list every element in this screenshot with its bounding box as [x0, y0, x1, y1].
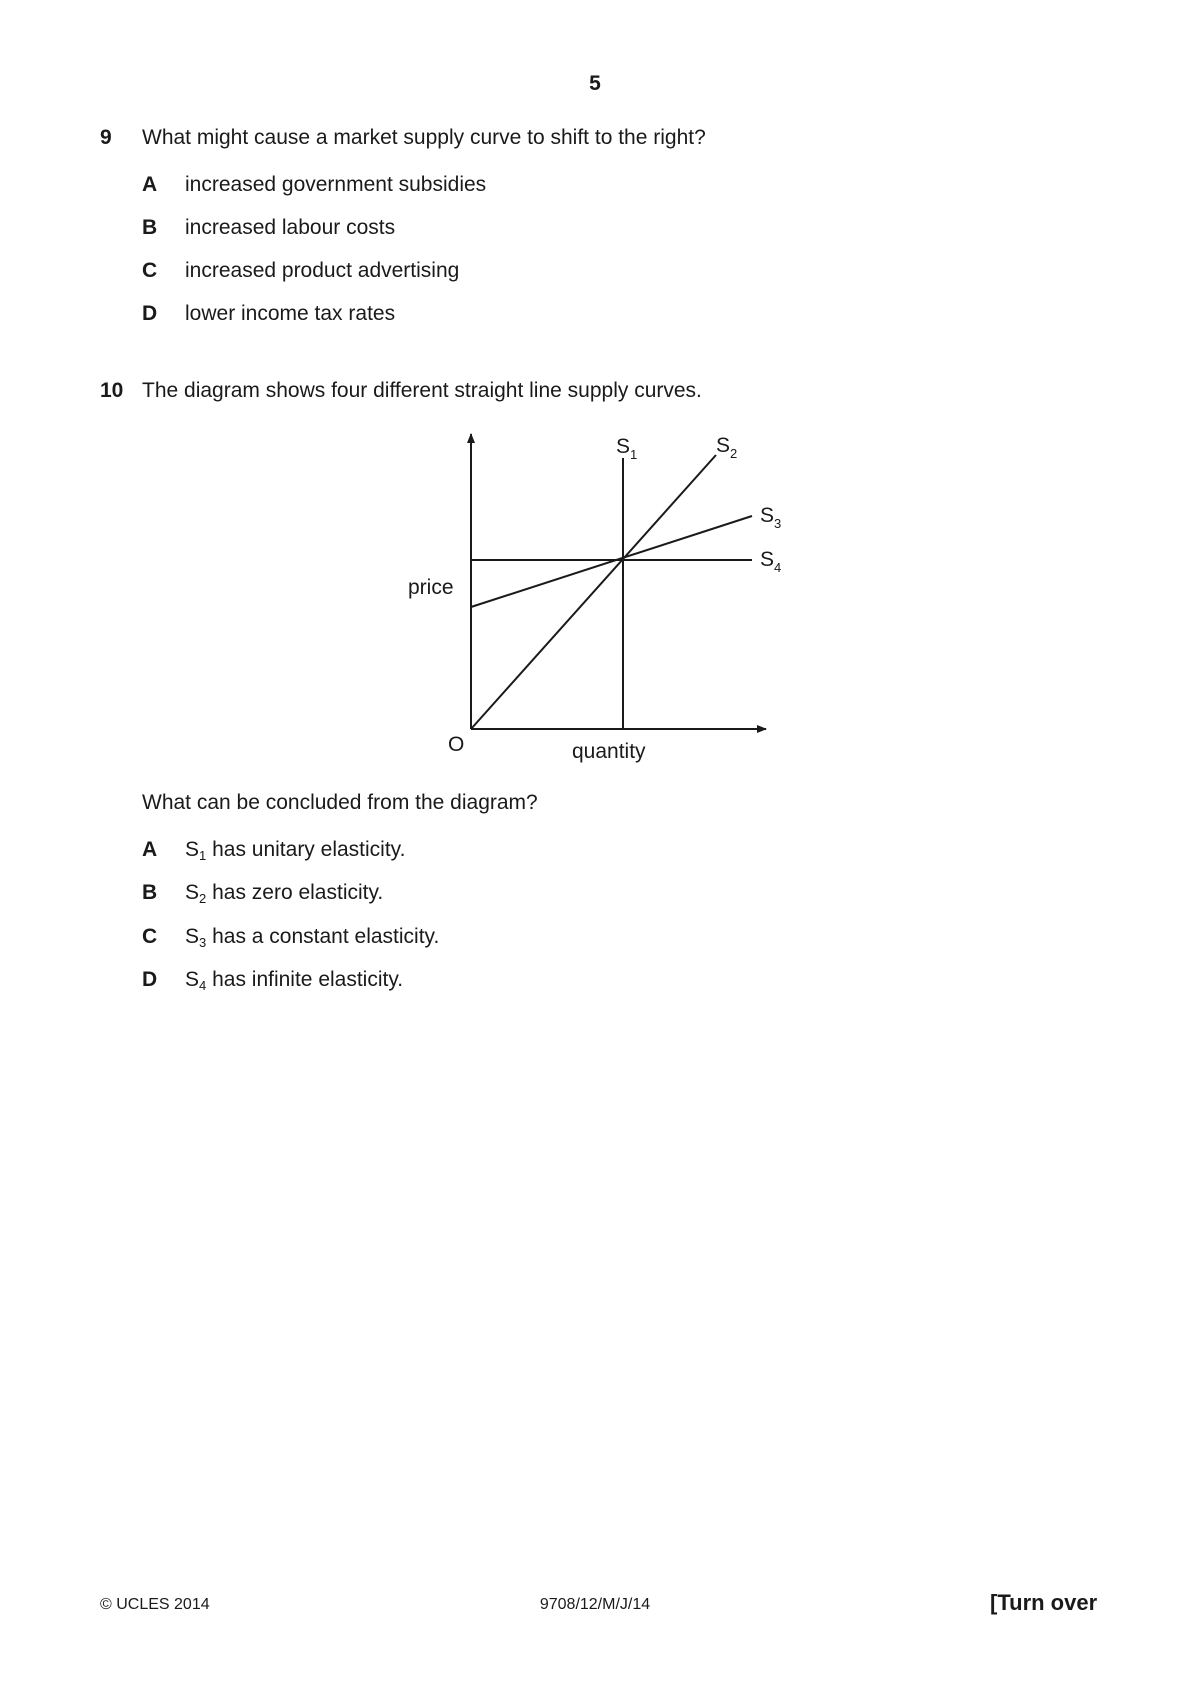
question-9-text: What might cause a market supply curve to shift to the right?	[142, 126, 706, 149]
q10-option-d-text: $S_4$ has infinite elasticity.	[185, 968, 404, 993]
s2-line	[471, 455, 716, 729]
q9-option-c-letter: C	[142, 259, 158, 282]
q9-option-d-letter: D	[142, 302, 158, 325]
q10-option-b-text: $S_2$ has zero elasticity.	[185, 881, 384, 906]
footer-copyright: © UCLES 2014	[100, 1596, 210, 1613]
question-10-text: The diagram shows four different straight line supply curves.	[142, 379, 702, 402]
q9-option-a-text: increased government subsidies	[185, 173, 487, 196]
s2-label: $S_2$	[716, 434, 738, 461]
s3-line	[471, 516, 752, 607]
q10-option-c-letter: C	[142, 925, 158, 948]
q10-option-b-letter: B	[142, 881, 158, 904]
q9-option-a-letter: A	[142, 173, 158, 196]
q10-option-d-letter: D	[142, 968, 158, 991]
footer-code: 9708/12/M/J/14	[539, 1596, 651, 1613]
q10-option-c-text: $S_3$ has a constant elasticity.	[185, 925, 440, 950]
page-number: 5	[589, 72, 601, 95]
x-axis-label: quantity	[572, 740, 646, 763]
s3-label: $S_3$	[760, 504, 782, 531]
q10-option-a-letter: A	[142, 838, 158, 861]
q9-option-b-letter: B	[142, 216, 158, 239]
y-axis-label: price	[408, 576, 454, 599]
q9-option-c-text: increased product advertising	[185, 259, 460, 282]
s4-label: $S_4$	[760, 548, 782, 575]
q10-option-a-text: $S_1$ has unitary elasticity.	[185, 838, 406, 863]
footer-turn-over: [Turn over	[990, 1590, 1098, 1615]
s1-label: $S_1$	[616, 435, 638, 462]
q9-option-b-text: increased labour costs	[185, 216, 396, 239]
question-10-follow-up: What can be concluded from the diagram?	[142, 791, 538, 814]
q9-option-d-text: lower income tax rates	[185, 302, 396, 325]
question-9-number: 9	[100, 126, 112, 149]
question-10-number: 10	[100, 379, 124, 402]
origin-label: O	[448, 733, 465, 756]
